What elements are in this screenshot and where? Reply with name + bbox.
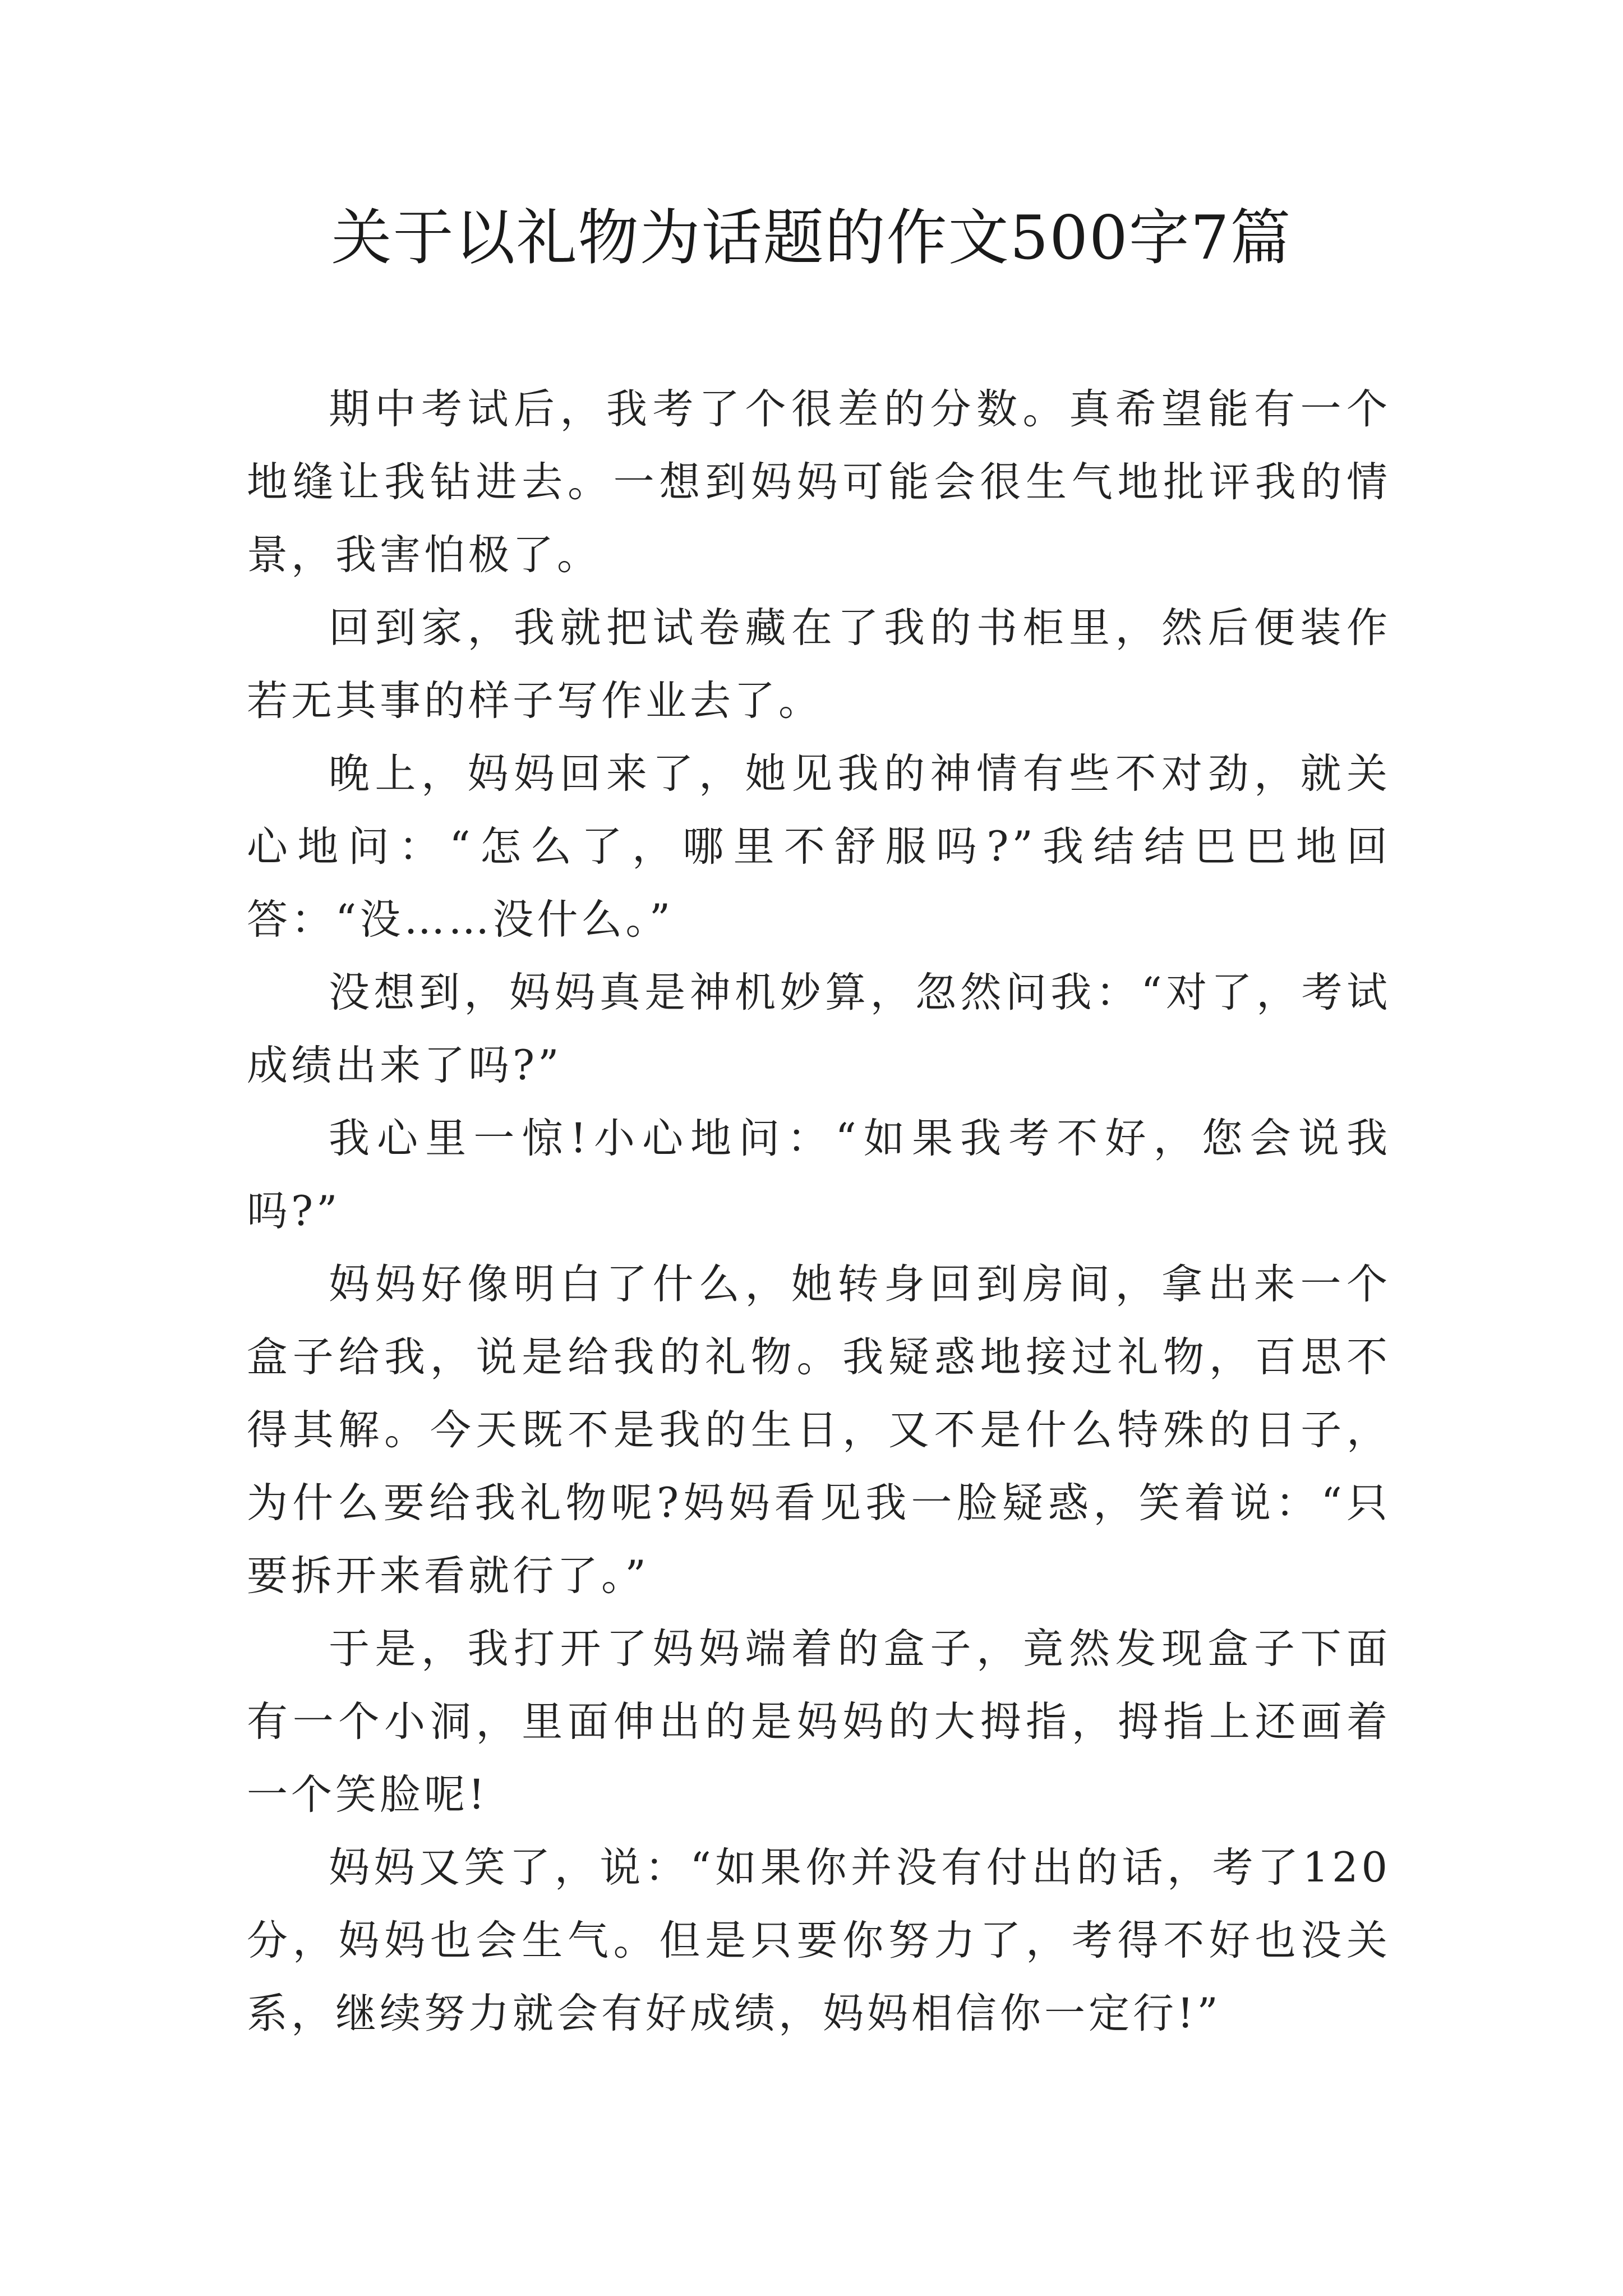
paragraph: 晚上，妈妈回来了，她见我的神情有些不对劲，就关心地问：“怎么了，哪里不舒服吗?”我结结巴巴地回答：“没……没什么。” <box>247 750 1391 944</box>
document-body <box>247 373 1391 2050</box>
paragraph: 于是，我打开了妈妈端着的盒子，竟然发现盒子下面有一个小洞，里面伸出的是妈妈的大拇指，拇指上还画着一个笑脸呢! <box>247 1625 1391 1819</box>
paragraph: 我心里一惊!小心地问：“如果我考不好，您会说我吗?” <box>247 1115 1391 1235</box>
document-title: 关于以礼物为话题的作文500字7篇 <box>331 203 1292 273</box>
paragraph: 期中考试后，我考了个很差的分数。真希望能有一个地缝让我钻进去。一想到妈妈可能会很生气地批评我的情景，我害怕极了。 <box>247 385 1391 579</box>
paragraph: 妈妈好像明白了什么，她转身回到房间，拿出来一个盒子给我，说是给我的礼物。我疑惑地接过礼物，百思不得其解。今天既不是我的生日，又不是什么特殊的日子，为什么要给我礼物呢?妈妈看见我一脸疑惑，笑着说：“只要拆开来看就行了。” <box>247 1260 1391 1600</box>
paragraph: 没想到，妈妈真是神机妙算，忽然问我：“对了，考试成绩出来了吗?” <box>247 969 1391 1089</box>
paragraph: 回到家，我就把试卷藏在了我的书柜里，然后便装作若无其事的样子写作业去了。 <box>247 604 1391 725</box>
paragraph: 妈妈又笑了，说：“如果你并没有付出的话，考了120分，妈妈也会生气。但是只要你努力了，考得不好也没关系，继续努力就会有好成绩，妈妈相信你一定行!” <box>247 1844 1391 2037</box>
